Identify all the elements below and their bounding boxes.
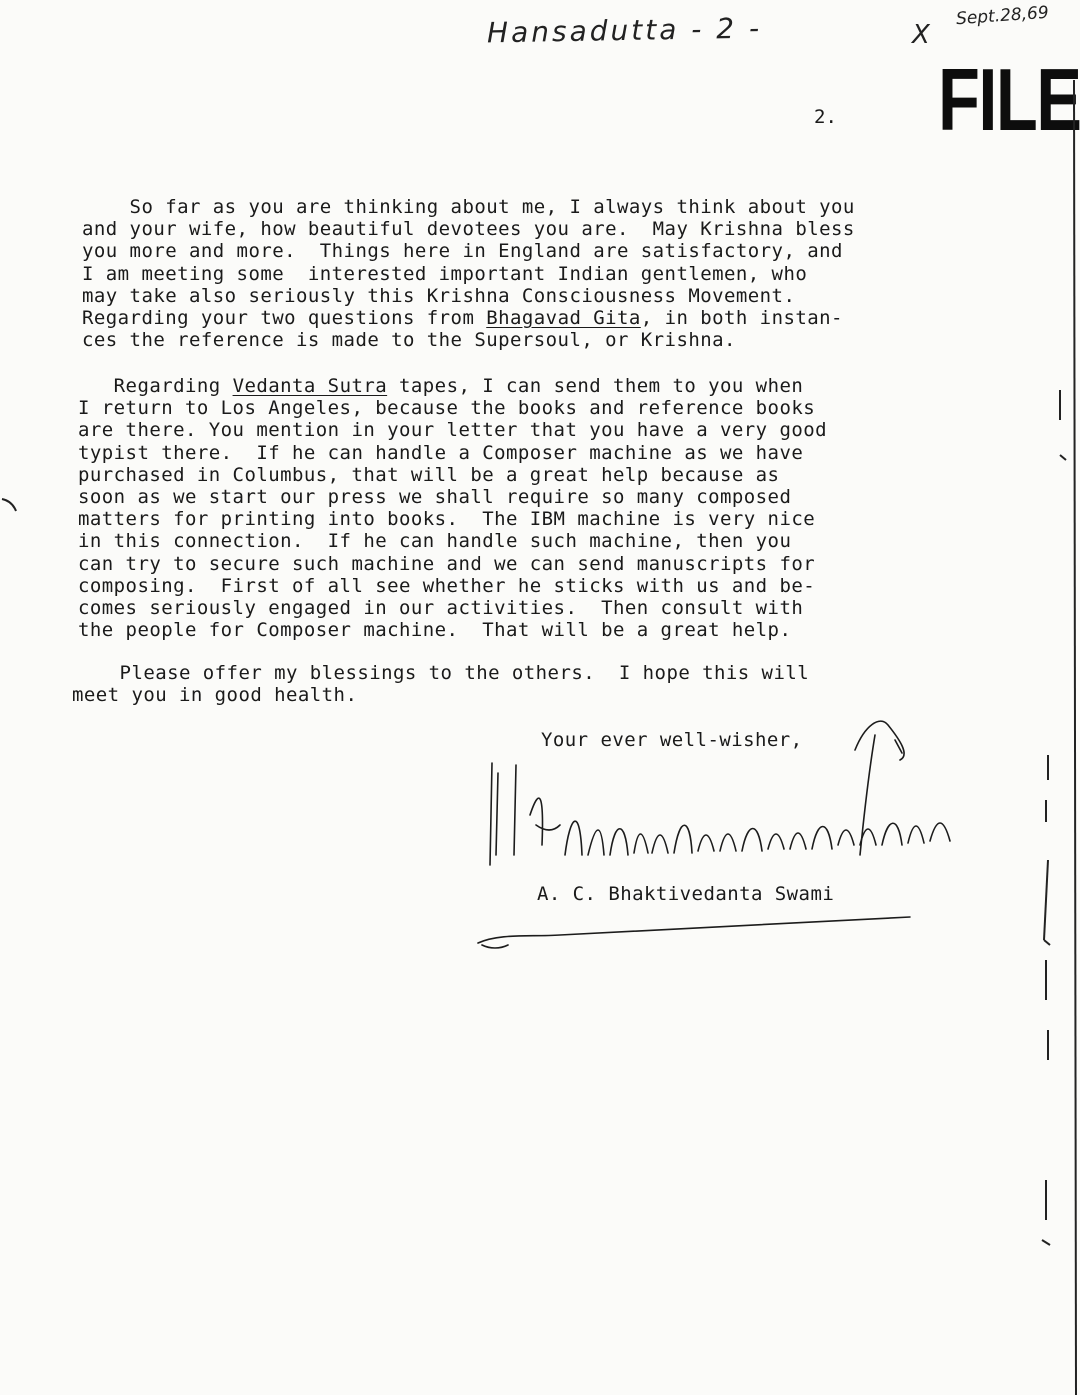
text-line bbox=[78, 375, 827, 397]
text-segment: Regarding bbox=[78, 375, 233, 397]
letter-paragraph-2 bbox=[78, 375, 827, 641]
handwritten-date: Sept.28,69 bbox=[955, 2, 1050, 30]
text-line bbox=[82, 307, 855, 329]
file-stamp: FILE bbox=[938, 50, 1080, 149]
text-line: are there. You mention in your letter that you have a very good bbox=[78, 419, 828, 442]
text-line: I am meeting some interested important Indian gentlemen, who bbox=[82, 262, 808, 285]
text-line: in this connection. If he can handle such machine, then you bbox=[78, 530, 792, 553]
handwritten-x-mark: X bbox=[912, 20, 930, 50]
text-segment: , in both instan- bbox=[640, 307, 843, 330]
signatory-name: A. C. Bhaktivedanta Swami bbox=[537, 883, 835, 905]
letter-paragraph-1 bbox=[82, 196, 855, 351]
text-line: Please offer my blessings to the others. I hope this will bbox=[72, 662, 810, 684]
text-line: typist there. If he can handle a Composer machine as we have bbox=[78, 441, 804, 464]
text-line: the people for Composer machine. That will be a great help. bbox=[78, 619, 792, 642]
text-line: may take also seriously this Krishna Consciousness Movement. bbox=[82, 284, 796, 307]
page-number: 2. bbox=[814, 106, 837, 128]
text-line: meet you in good health. bbox=[72, 684, 358, 707]
text-line: composing. First of all see whether he sticks with us and be- bbox=[78, 574, 816, 597]
handwritten-signature bbox=[470, 705, 970, 965]
text-line: comes seriously engaged in our activities. Then consult with bbox=[78, 597, 804, 620]
text-line: I return to Los Angeles, because the books and reference books bbox=[78, 397, 816, 420]
scan-edge-mark-left bbox=[0, 495, 20, 525]
text-line: matters for printing into books. The IBM machine is very nice bbox=[78, 508, 816, 531]
text-line: ces the reference is made to the Supersoul, or Krishna. bbox=[82, 329, 736, 352]
letter-closing: Your ever well-wisher, bbox=[541, 729, 803, 751]
book-title-bhagavad-gita: Bhagavad Gita bbox=[486, 307, 641, 330]
text-line: can try to secure such machine and we can send manuscripts for bbox=[78, 552, 816, 575]
text-line: soon as we start our press we shall require so many composed bbox=[78, 486, 792, 509]
signature-text: A.C. Bhaktivedanta Swami bbox=[720, 947, 865, 958]
text-segment: Regarding your two questions from bbox=[82, 307, 487, 330]
book-title-vedanta-sutra: Vedanta Sutra bbox=[232, 375, 388, 397]
text-line: purchased in Columbus, that will be a great help because as bbox=[78, 463, 780, 486]
text-line: you more and more. Things here in England are satisfactory, and bbox=[82, 240, 843, 263]
text-line: So far as you are thinking about me, I always think about you bbox=[82, 196, 855, 218]
handwritten-header-note: Hansadutta - 2 - bbox=[486, 11, 763, 50]
scan-edge-marks bbox=[1030, 0, 1080, 1395]
text-line: and your wife, how beautiful devotees you are. May Krishna bless bbox=[82, 218, 855, 241]
letter-paragraph-3 bbox=[72, 662, 809, 706]
text-segment: tapes, I can send them to you when bbox=[387, 375, 804, 397]
